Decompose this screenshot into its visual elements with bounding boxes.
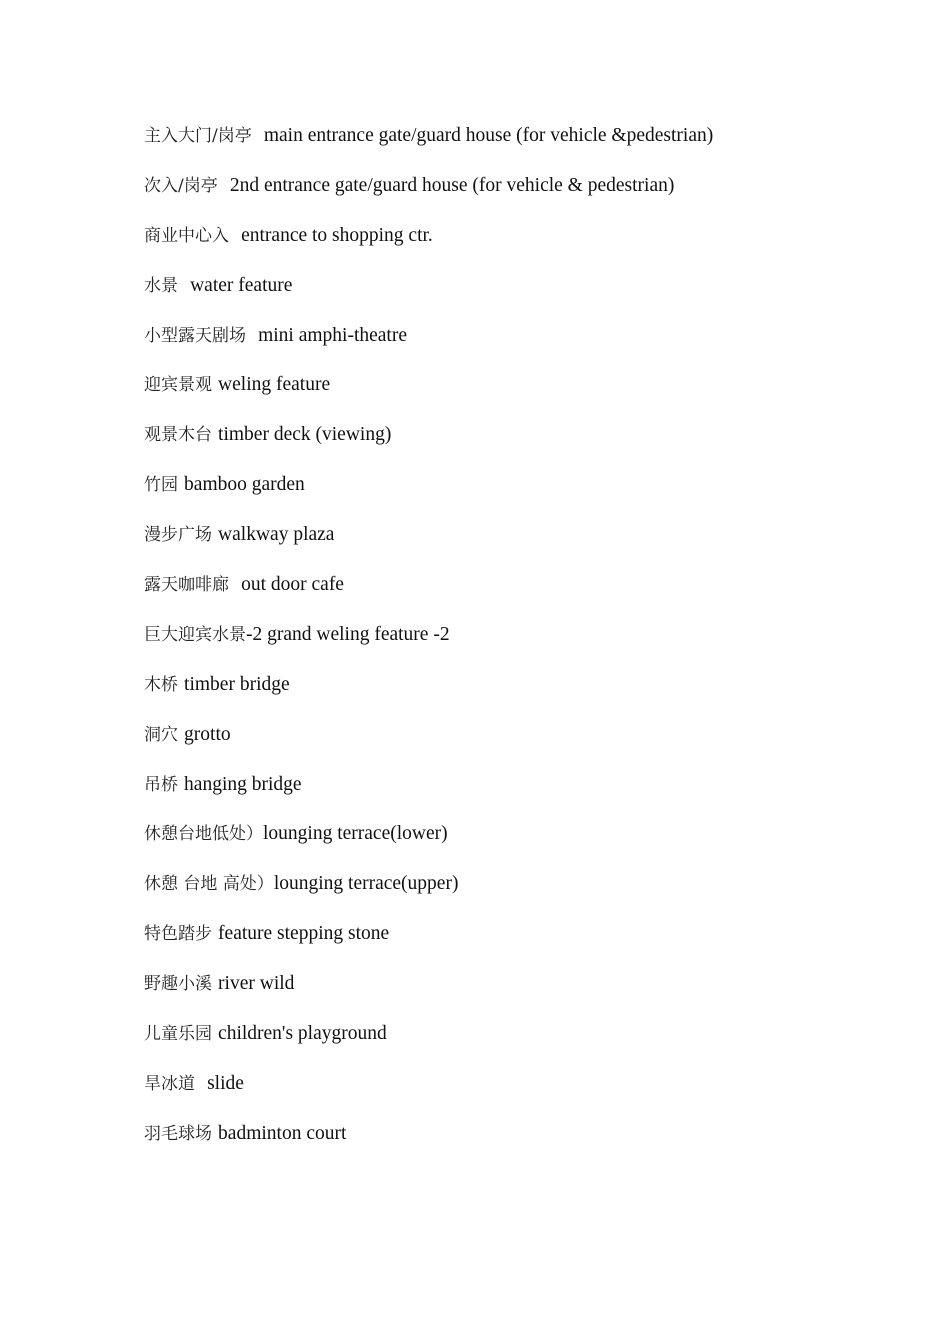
glossary-entry bbox=[144, 820, 904, 870]
glossary-entry bbox=[144, 1020, 904, 1070]
glossary-entry bbox=[144, 272, 904, 322]
glossary-entry bbox=[144, 870, 904, 920]
chinese-term: 次入/岗亭 bbox=[144, 175, 218, 196]
chinese-term: 野趣小溪 bbox=[144, 974, 212, 995]
chinese-term: 露天咖啡廊 bbox=[144, 575, 229, 596]
glossary-entry bbox=[144, 1070, 904, 1120]
english-term: feature stepping stone bbox=[218, 923, 390, 945]
glossary-entry bbox=[144, 521, 904, 571]
english-term: -2 grand weling feature -2 bbox=[246, 623, 450, 645]
chinese-term: 漫步广场 bbox=[144, 525, 212, 546]
english-term: entrance to shopping ctr. bbox=[241, 224, 433, 246]
glossary-entry bbox=[144, 322, 904, 372]
english-term: hanging bridge bbox=[184, 773, 302, 795]
chinese-term: 旱冰道 bbox=[144, 1073, 195, 1094]
chinese-term: 特色踏步 bbox=[144, 924, 212, 945]
english-term: bamboo garden bbox=[184, 474, 305, 496]
english-term: lounging terrace(lower) bbox=[263, 823, 448, 845]
english-term: 2nd entrance gate/guard house (for vehicle & pedestrian) bbox=[229, 174, 675, 196]
english-term: mini amphi-theatre bbox=[258, 324, 408, 346]
glossary-entry bbox=[144, 122, 904, 172]
english-term: water feature bbox=[190, 274, 293, 296]
glossary-entry bbox=[144, 421, 904, 471]
chinese-term: 竹园 bbox=[144, 475, 178, 496]
chinese-term: 休憩台地低处） bbox=[144, 824, 263, 845]
chinese-term: 洞穴 bbox=[144, 724, 178, 745]
english-term: badminton court bbox=[218, 1122, 347, 1144]
term-separator bbox=[252, 124, 264, 146]
chinese-term: 观景木台 bbox=[144, 425, 212, 446]
glossary-entry bbox=[144, 621, 904, 671]
chinese-term: 木桥 bbox=[144, 674, 178, 695]
chinese-term: 儿童乐园 bbox=[144, 1024, 212, 1045]
english-term: lounging terrace(upper) bbox=[273, 873, 459, 895]
english-term: slide bbox=[207, 1072, 244, 1094]
english-term: children's playground bbox=[218, 1023, 387, 1045]
english-term: out door cafe bbox=[241, 574, 344, 596]
english-term: timber bridge bbox=[184, 673, 290, 695]
glossary-list bbox=[144, 122, 904, 1170]
glossary-entry bbox=[144, 920, 904, 970]
term-separator bbox=[229, 573, 241, 595]
term-separator bbox=[178, 274, 190, 296]
glossary-entry bbox=[144, 970, 904, 1020]
chinese-term: 商业中心入 bbox=[144, 225, 229, 246]
chinese-term: 羽毛球场 bbox=[144, 1123, 212, 1144]
chinese-term: 休憩 台地 高处） bbox=[144, 874, 274, 895]
glossary-entry bbox=[144, 771, 904, 821]
glossary-entry bbox=[144, 471, 904, 521]
glossary-entry bbox=[144, 1120, 904, 1170]
glossary-entry bbox=[144, 721, 904, 771]
term-separator bbox=[195, 1072, 207, 1094]
term-separator bbox=[246, 324, 258, 346]
glossary-entry bbox=[144, 571, 904, 621]
english-term: timber deck (viewing) bbox=[218, 424, 392, 446]
english-term: river wild bbox=[218, 973, 295, 995]
english-term: main entrance gate/guard house (for vehicle &pedestrian) bbox=[263, 125, 714, 146]
english-term: walkway plaza bbox=[218, 524, 335, 546]
glossary-entry bbox=[144, 371, 904, 421]
english-term: grotto bbox=[184, 723, 231, 745]
chinese-term: 小型露天剧场 bbox=[144, 325, 246, 346]
english-term: weling feature bbox=[218, 374, 331, 396]
glossary-entry bbox=[144, 222, 904, 272]
glossary-entry bbox=[144, 172, 904, 222]
term-separator bbox=[218, 174, 230, 196]
glossary-entry bbox=[144, 671, 904, 721]
chinese-term: 迎宾景观 bbox=[144, 375, 212, 396]
term-separator bbox=[229, 224, 241, 246]
chinese-term: 巨大迎宾水景 bbox=[144, 624, 246, 645]
chinese-term: 水景 bbox=[144, 275, 178, 296]
chinese-term: 主入大门/岗亭 bbox=[144, 126, 252, 146]
chinese-term: 吊桥 bbox=[144, 774, 178, 795]
